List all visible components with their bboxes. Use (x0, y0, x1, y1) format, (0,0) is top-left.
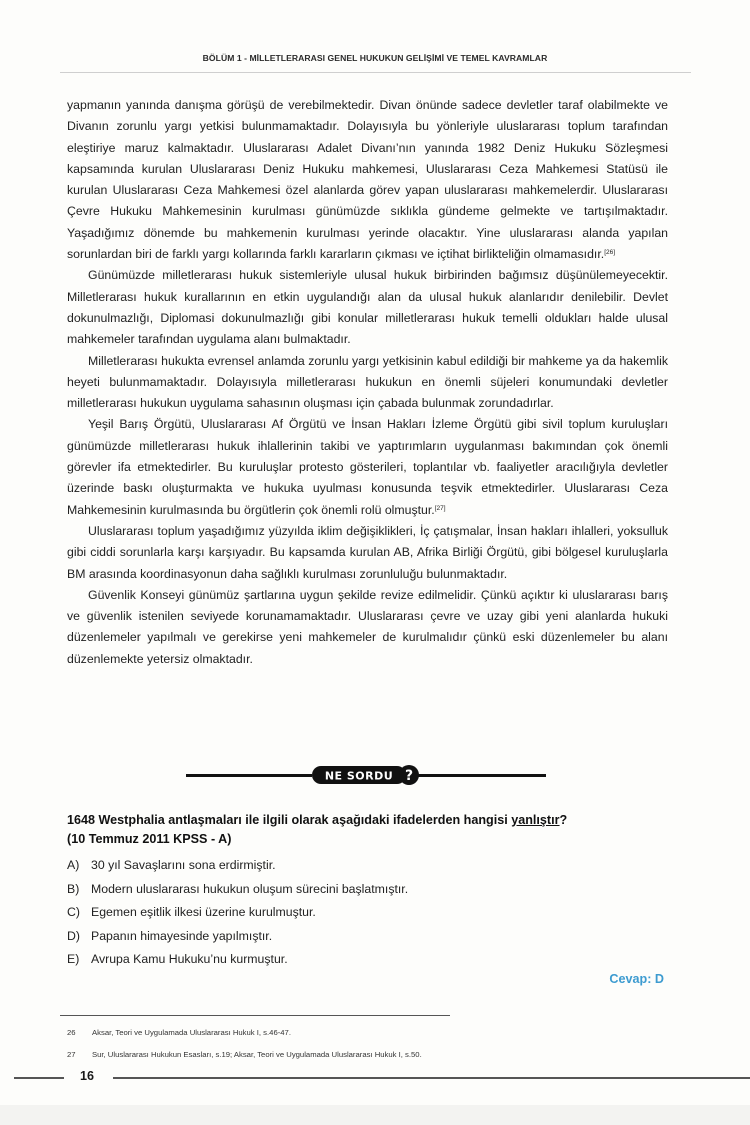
option-a: A) 30 yıl Savaşlarını sona erdirmiştir. (67, 858, 276, 872)
footnote-ref-27: [27] (434, 504, 446, 512)
option-c: C) Egemen eşitlik ilkesi üzerine kurulmuştur. (67, 905, 316, 920)
paragraph-1 (67, 95, 668, 265)
svg-text:?: ? (404, 768, 414, 784)
svg-text:NE SORDU: NE SORDU (324, 769, 394, 783)
header-divider (60, 72, 691, 73)
divider-rule-left (186, 774, 312, 777)
paragraph-5: Uluslararası toplum yaşadığımız yüzyılda iklim değişiklikleri, İç çatışmalar, İnsan hakları ihlalleri, yoksulluk gibi ciddi sorunlarla karşı karşıyadır. Bu kapsamda kurulan AB, Afrika Birliği Örgütü, gibi bölgesel kuruluşlarla BM arasında koordinasyonun daha sağlıklı kurulması zorunluluğu bulunmaktadır. (67, 523, 668, 581)
ne-sordu-divider (186, 764, 546, 786)
paragraph-2: Günümüzde milletlerarası hukuk sistemleriyle ulusal hukuk birbirinden bağımsız düşünülemeyecektir. Milletlerarası hukuk kurallarının en etkin uygulandığı alan da ulusal hukuk alanlarıdır denilebilir. Devlet dokunulmazlığı, Diplomasi dokunulmazlığı gibi konular milletlerarası hukuk temelli oldukları halde ulusal mahkemeler tarafından uygulama alanı bulmaktadır. (67, 268, 668, 347)
footer-rule-right (113, 1077, 750, 1079)
paragraph-1-text: yapmanın yanında danışma görüşü de verebilmektedir. Divan önünde sadece devletler taraf olabilmekte ve Divanın zorunlu yargı yetkisi bulunmamaktadır. Dolayısıyla bu yönleriyle uluslararası toplum tarafından eleştiriye maruz kalmaktadır. Uluslararası Adalet Divanı’nın yanında 1982 Deniz Hukuku Sözleşmesi kapsamında kurulan Uluslararası Deniz Hukuku mahkemesi, Uluslararası Ceza Mahkemesi Statüsü ile kurulan Uluslararası Ceza Mahkemesi özel alanlarda görev yapan uluslararası mahkemelerdir. Uluslararası Çevre Hukuku Mahkemesinin kurulması günümüzde sıklıkla gündeme gelmekte ve tartışılmaktadır. Yaşadığımız dönemde bu mahkemenin kurulması yerinde olacaktır. Yine uluslararası alanda yapılan sorunlardan biri de farklı yargı kollarında farklı kararların çıkması ve içtihat birlikteliğin olmamasıdır. (67, 98, 668, 262)
question-source: (10 Temmuz 2011 KPSS - A) (67, 832, 232, 846)
paragraph-4 (67, 414, 668, 520)
footnote-27: 27 Sur, Uluslararası Hukukun Esasları, s.19; Aksar, Teori ve Uygulamada Uluslararası Hukuk I, s.50. (67, 1050, 422, 1059)
footnote-26: 26 Aksar, Teori ve Uygulamada Uluslararası Hukuk I, s.46-47. (67, 1028, 291, 1037)
footnote-divider (60, 1015, 450, 1016)
option-b: B) Modern uluslararası hukukun oluşum sürecini başlatmıştır. (67, 881, 409, 896)
footnotes (67, 1022, 687, 1066)
question-stem-text: 1648 Westphalia antlaşmaları ile ilgili olarak aşağıdaki ifadelerden hangisi (67, 813, 512, 827)
answer-key: Cevap: D (609, 972, 664, 986)
ne-sordu-logo (310, 764, 420, 786)
page-number: 16 (80, 1069, 95, 1083)
body-text (67, 95, 668, 670)
question-stem-underlined: yanlıştır (511, 813, 560, 827)
divider-rule-right (418, 774, 546, 777)
question-stem (67, 811, 677, 849)
paragraph-3: Milletlerarası hukukta evrensel anlamda zorunlu yargı yetkisinin kabul edildiği bir mahkeme ya da hakemlik heyeti bulunmamaktadır. Dolayısıyla milletlerarası hukukun en önemli süjeleri konumundaki devletler milletlerarası hukukun uygulama sahasının oluşması için çabada bulunmak zorundadırlar. (67, 353, 668, 411)
footnote-ref-26: [26] (604, 249, 616, 257)
option-e: E) Avrupa Kamu Hukuku’nu kurmuştur. (67, 952, 288, 967)
paragraph-6: Güvenlik Konseyi günümüz şartlarına uygun şekilde revize edilmelidir. Çünkü açıktır ki uluslararası barış ve güvenlik istenilen seviyede korunamamaktadır. Uluslararası çevre ve uzay gibi yeni alanlarda hukuki düzenlemeler yapılmalı ve gerekirse yeni mahkemeler de kurulmalıdır çünkü eski düzenlemeler bu alanı düzenlemekte yetersiz olmaktadır. (67, 587, 668, 666)
running-header: BÖLÜM 1 - MİLLETLERARASI GENEL HUKUKUN GELİŞİMİ VE TEMEL KAVRAMLAR (202, 53, 548, 63)
paragraph-4-text: Yeşil Barış Örgütü, Uluslararası Af Örgütü ve İnsan Hakları İzleme Örgütü gibi sivil toplum kuruluşları günümüzde milletlerarası hukuk ihlallerinin takibi ve yaptırımların uygulanması bakımından çok önemli görevler ifa etmektedirler. Bu kuruluşlar protesto gösterileri, toplantılar vb. faaliyetler aracılığıyla devletler üzerinde baskı oluşturmakta ve hukuka uyulması konusunda teşvik etmektedirler. Uluslararası Ceza Mahkemesinin kurulmasında bu örgütlerin çok önemli rolü olmuştur. (67, 417, 668, 517)
answer-options (67, 854, 627, 972)
option-d: D) Papanın himayesinde yapılmıştır. (67, 928, 273, 943)
question-stem-end: ? (559, 813, 568, 827)
footer-rule-left (14, 1077, 64, 1079)
